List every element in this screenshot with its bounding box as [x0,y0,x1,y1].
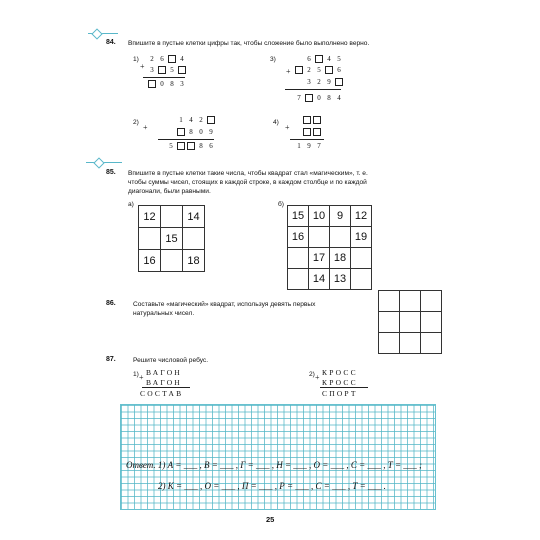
plus-sign: + [143,123,148,132]
sum-line [158,139,214,140]
empty-cell[interactable] [288,269,309,290]
text-line: чтобы суммы чисел, стоящих в каждой строке, в каждом столбце и по каждой [128,179,367,186]
sum-line [143,77,185,78]
square-row [139,228,205,250]
magic-square-b [287,205,372,290]
digit: 8 [199,142,203,150]
digit-box[interactable] [168,55,176,63]
plus-sign: + [139,373,144,382]
digit: 9 [327,78,331,86]
empty-cell[interactable] [400,333,421,354]
digit: 0 [317,94,321,102]
digit: 2 [307,66,311,74]
answer-grid[interactable] [120,404,436,510]
text-line: Составьте «магический» квадрат, используя девять первых [133,301,316,308]
digit: 6 [337,66,341,74]
diamond-icon [91,28,102,39]
plus-sign: + [286,67,291,76]
answer-line-2 [158,481,386,491]
answer-text: 1) А = ___ , В = ___ , Г = ___ , Н = ___ , О = ___ , С = ___ , Т = ___ ; [157,460,423,470]
digit-box[interactable] [303,128,311,136]
problem-text [133,300,315,318]
sum-line [290,139,324,140]
digit: 4 [180,55,184,63]
square-row [379,333,442,354]
empty-cell[interactable] [351,269,372,290]
empty-cell[interactable] [183,228,205,250]
digit-box[interactable] [177,142,185,150]
rebus-word: КРОСС [322,378,358,387]
empty-cell[interactable] [379,312,400,333]
digit: 5 [170,66,174,74]
number-cell: 13 [330,269,351,290]
number-cell: 12 [139,206,161,228]
empty-cell[interactable] [309,227,330,248]
problem-number: 84. [106,39,116,46]
square-row [288,248,372,269]
answer-line-1 [126,460,422,470]
empty-cell[interactable] [400,291,421,312]
number-cell: 18 [183,250,205,272]
square-row [288,227,372,248]
digit: 1 [297,142,301,150]
problem-text: Решите числовой ребус. [133,357,209,364]
empty-cell[interactable] [400,312,421,333]
empty-cell[interactable] [288,248,309,269]
plus-sign: + [140,62,145,71]
digit: 4 [337,94,341,102]
digit: 0 [199,128,203,136]
digit-box[interactable] [315,55,323,63]
digit: 3 [150,66,154,74]
empty-cell[interactable] [421,333,442,354]
digit: 8 [170,80,174,88]
square-row [139,206,205,228]
rebus-word: СПОРТ [322,389,358,398]
exercise-label: 4) [273,119,279,126]
digit: 4 [327,55,331,63]
number-cell: 15 [288,206,309,227]
empty-cell[interactable] [351,248,372,269]
digit-box[interactable] [313,116,321,124]
problem-text [128,169,368,196]
problem-number: 85. [106,169,116,176]
problem-text: Впишите в пустые клетки цифры так, чтобы сложение было выполнено верно. [128,40,370,47]
sum-line [320,387,368,388]
empty-cell[interactable] [139,228,161,250]
digit-box[interactable] [148,80,156,88]
sum-line [285,89,341,90]
empty-cell[interactable] [421,312,442,333]
exercise-label: 3) [270,56,276,63]
text-line: натуральных чисел. [133,310,195,317]
digit: 8 [327,94,331,102]
digit-box[interactable] [335,78,343,86]
variant-label: а) [128,201,134,208]
magic-square-a [138,205,205,272]
empty-cell[interactable] [161,206,183,228]
rebus-word: КРОСС [322,368,358,377]
digit: 9 [307,142,311,150]
digit-box[interactable] [187,142,195,150]
empty-cell[interactable] [330,227,351,248]
page-number: 25 [266,515,275,524]
plus-sign: + [315,373,320,382]
digit: 1 [179,116,183,124]
digit: 6 [209,142,213,150]
digit-box[interactable] [158,66,166,74]
number-cell: 18 [330,248,351,269]
text-line: диагонали, были равными. [128,188,211,195]
number-cell: 16 [139,250,161,272]
digit: 3 [307,78,311,86]
number-cell: 16 [288,227,309,248]
digit: 7 [297,94,301,102]
empty-cell[interactable] [161,250,183,272]
digit: 5 [169,142,173,150]
digit: 7 [317,142,321,150]
digit: 2 [199,116,203,124]
number-cell: 10 [309,206,330,227]
answer-prefix: Ответ. [126,460,156,470]
digit-box[interactable] [325,66,333,74]
digit: 2 [150,55,154,63]
digit: 0 [160,80,164,88]
digit-box[interactable] [305,94,313,102]
problem-number: 86. [106,300,116,307]
exercise-label: 1) [133,56,139,63]
number-cell: 9 [330,206,351,227]
digit-box[interactable] [177,128,185,136]
exercise-label: 2) [133,119,139,126]
digit-box[interactable] [178,66,186,74]
sum-line [142,387,190,388]
square-row [139,250,205,272]
digit: 5 [317,66,321,74]
plus-sign: + [285,123,290,132]
digit: 6 [160,55,164,63]
answer-text: 2) К = ___ , О = ___ , П = ___ , Р = ___ , С = ___ , Т = ___ . [158,481,386,491]
digit: 9 [209,128,213,136]
empty-cell[interactable] [421,291,442,312]
empty-cell[interactable] [379,333,400,354]
empty-cell[interactable] [379,291,400,312]
digit-box[interactable] [313,128,321,136]
digit-box[interactable] [303,116,311,124]
digit-box[interactable] [207,116,215,124]
variant-label: б) [278,201,284,208]
number-cell: 17 [309,248,330,269]
rebus-word: СОСТАВ [140,389,184,398]
square-row [288,269,372,290]
problem-number: 87. [106,356,116,363]
digit: 3 [180,80,184,88]
square-row [288,206,372,227]
number-cell: 14 [309,269,330,290]
number-cell: 15 [161,228,183,250]
rebus-word: ВАГОН [146,378,182,387]
digit-box[interactable] [295,66,303,74]
rebus-label: 1) [133,371,139,378]
number-cell: 19 [351,227,372,248]
digit: 4 [189,116,193,124]
number-cell: 14 [183,206,205,228]
rebus-label: 2) [309,371,315,378]
diamond-icon [93,157,104,168]
rebus-word: ВАГОН [146,368,182,377]
digit: 5 [337,55,341,63]
empty-magic-square[interactable] [378,290,442,354]
number-cell: 12 [351,206,372,227]
square-row [379,291,442,312]
digit: 2 [317,78,321,86]
digit: 6 [307,55,311,63]
digit: 8 [189,128,193,136]
square-row [379,312,442,333]
text-line: Впишите в пустые клетки такие числа, чтобы квадрат стал «магическим», т. е. [128,170,368,177]
